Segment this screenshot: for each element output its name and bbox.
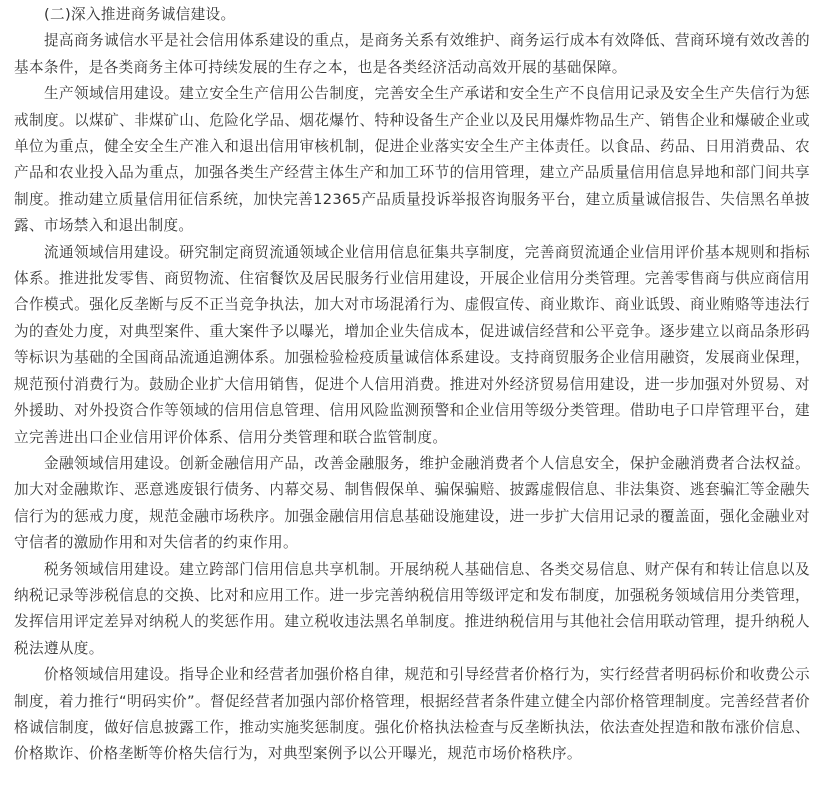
paragraph-tax-credit: 税务领域信用建设。建立跨部门信用信息共享机制。开展纳税人基础信息、各类交易信息、财产保有和转让信息以及纳税记录等涉税信息的交换、比对和应用工作。进一步完善纳税信用等级评定和发布制度，加强税务领域信用分类管理，发挥信用评定差异对纳税人的奖惩作用。建立税收违法黑名单制度。推进纳税信用与其他社会信用联动管理，提升纳税人税法遵从度。	[14, 560, 810, 657]
section-heading: (二)深入推进商务诚信建设。	[44, 6, 236, 23]
paragraph-production-credit: 生产领域信用建设。建立安全生产信用公告制度，完善安全生产承诺和安全生产不良信用记录及安全生产失信行为惩戒制度。以煤矿、非煤矿山、危险化学品、烟花爆竹、特种设备生产企业以及民用爆炸物品生产、销售企业和爆破企业或单位为重点，健全安全生产准入和退出信用审核机制，促进企业落实安全生产主体责任。以食品、药品、日用消费品、农产品和农业投入品为重点，加强各类生产经营主体生产和加工环节的信用管理，建立产品质量信用信息异地和部门间共享制度。推动建立质量信用征信系统，加快完善12365产品质量投诉举报咨询服务平台，建立质量诚信报告、失信黑名单披露、市场禁入和退出制度。	[14, 85, 810, 235]
paragraph-price-credit: 价格领域信用建设。指导企业和经营者加强价格自律，规范和引导经营者价格行为，实行经营者明码标价和收费公示制度，着力推行“明码实价”。督促经营者加强内部价格管理，根据经营者条件建立健全内部价格管理制度。完善经营者价格诚信制度，做好信息披露工作，推动实施奖惩制度。强化价格执法检查与反垄断执法，依法查处捏造和散布涨价信息、价格欺诈、价格垄断等价格失信行为，对典型案例予以公开曝光，规范市场价格秩序。	[14, 666, 810, 763]
paragraph-finance-credit: 金融领域信用建设。创新金融信用产品，改善金融服务，维护金融消费者个人信息安全，保护金融消费者合法权益。加大对金融欺诈、恶意逃废银行债务、内幕交易、制售假保单、骗保骗赔、披露虚假信息、非法集资、逃套骗汇等金融失信行为的惩戒力度，规范金融市场秩序。加强金融信用信息基础设施建设，进一步扩大信用记录的覆盖面，强化金融业对守信者的激励作用和对失信者的约束作用。	[14, 454, 810, 552]
paragraph-circulation-credit: 流通领域信用建设。研究制定商贸流通领域企业信用信息征集共享制度，完善商贸流通企业信用评价基本规则和指标体系。推进批发零售、商贸物流、住宿餐饮及居民服务行业信用建设，开展企业信用分类管理。完善零售商与供应商信用合作模式。强化反垄断与反不正当竞争执法，加大对市场混淆行为、虚假宣传、商业欺诈、商业诋毁、商业贿赂等违法行为的查处力度，对典型案件、重大案件予以曝光，增加企业失信成本，促进诚信经营和公平竞争。逐步建立以商品条形码等标识为基础的全国商品流通追溯体系。加强检验检疫质量诚信体系建设。支持商贸服务企业信用融资，发展商业保理，规范预付消费行为。鼓励企业扩大信用销售，促进个人信用消费。推进对外经济贸易信用建设，进一步加强对外贸易、对外援助、对外投资合作等领域的信用信息管理、信用风险监测预警和企业信用等级分类管理。借助电子口岸管理平台，建立完善进出口企业信用评价体系、信用分类管理和联合监管制度。	[14, 243, 810, 446]
paragraph-intro: 提高商务诚信水平是社会信用体系建设的重点，是商务关系有效维护、商务运行成本有效降低、营商环境有效改善的基本条件，是各类商务主体可持续发展的生存之本，也是各类经济活动高效开展的基础保障。	[14, 32, 810, 76]
